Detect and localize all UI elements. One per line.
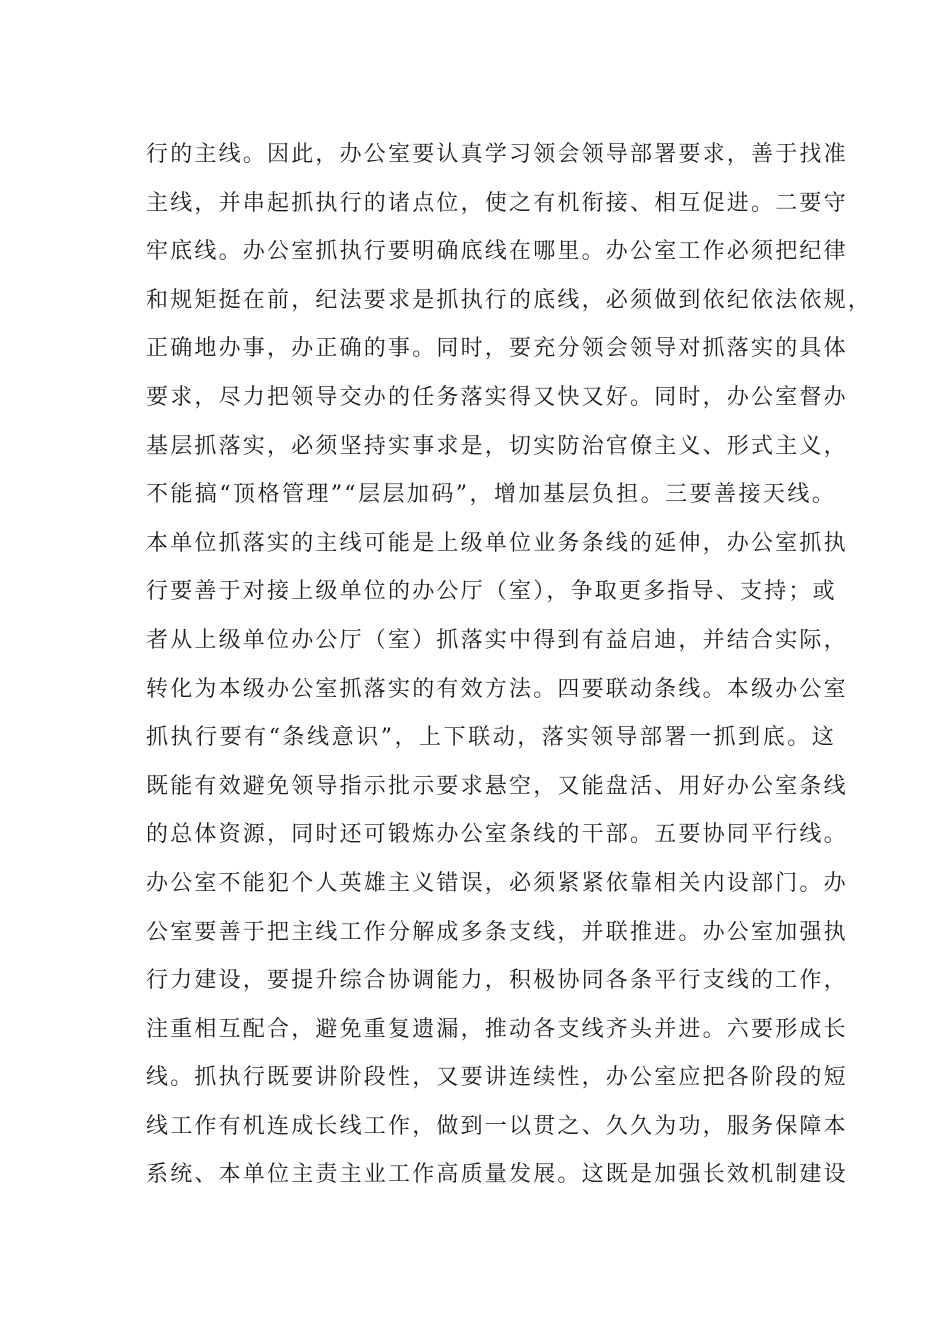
text-line: 本单位抓落实的主线可能是上级单位业务条线的延伸，办公室抓执	[146, 530, 848, 556]
body-text	[146, 131, 873, 1200]
text-line: 牢底线。办公室抓执行要明确底线在哪里。办公室工作必须把纪律	[146, 239, 848, 265]
text-line: 主线，并串起抓执行的诸点位，使之有机衔接、相互促进。二要守	[146, 190, 848, 216]
text-line: 行力建设，要提升综合协调能力，积极协同各条平行支线的工作，	[146, 968, 848, 994]
text-line: 线工作有机连成长线工作，做到一以贯之、久久为功，服务保障本	[146, 1113, 848, 1139]
text-line: 行的主线。因此，办公室要认真学习领会领导部署要求，善于找准	[146, 142, 848, 167]
text-line: 要求，尽力把领导交办的任务落实得又快又好。同时，办公室督办	[146, 384, 848, 410]
text-line: 不能搞“顶格管理”“层层加码”，增加基层负担。三要善接天线。	[146, 482, 836, 508]
text-line: 的总体资源，同时还可锻炼办公室条线的干部。五要协同平行线。	[146, 822, 848, 848]
text-line: 注重相互配合，避免重复遗漏，推动各支线齐头并进。六要形成长	[146, 1016, 848, 1042]
text-line: 基层抓落实，必须坚持实事求是，切实防治官僚主义、形式主义，	[146, 433, 848, 459]
text-line: 和规矩挺在前，纪法要求是抓执行的底线，必须做到依纪依法依规，	[146, 287, 873, 313]
text-line: 线。抓执行既要讲阶段性，又要讲连续性，办公室应把各阶段的短	[146, 1065, 848, 1091]
text-line: 办公室不能犯个人英雄主义错误，必须紧紧依靠相关内设部门。办	[146, 870, 848, 896]
text-line: 者从上级单位办公厅（室）抓落实中得到有益启迪，并结合实际，	[146, 627, 848, 653]
text-line: 公室要善于把主线工作分解成多条支线，并联推进。办公室加强执	[146, 919, 848, 945]
text-line: 转化为本级办公室抓落实的有效方法。四要联动条线。本级办公室	[146, 676, 848, 702]
text-line: 抓执行要有“条线意识”，上下联动，落实领导部署一抓到底。这	[146, 725, 836, 751]
text-line: 既能有效避免领导指示批示要求悬空，又能盘活、用好办公室条线	[146, 773, 848, 799]
text-line: 行要善于对接上级单位的办公厅（室），争取更多指导、支持；或	[146, 579, 837, 605]
text-line: 系统、本单位主责主业工作高质量发展。这既是加强长效机制建设	[146, 1162, 848, 1188]
text-line: 正确地办事，办正确的事。同时，要充分领会领导对抓落实的具体	[146, 336, 848, 362]
